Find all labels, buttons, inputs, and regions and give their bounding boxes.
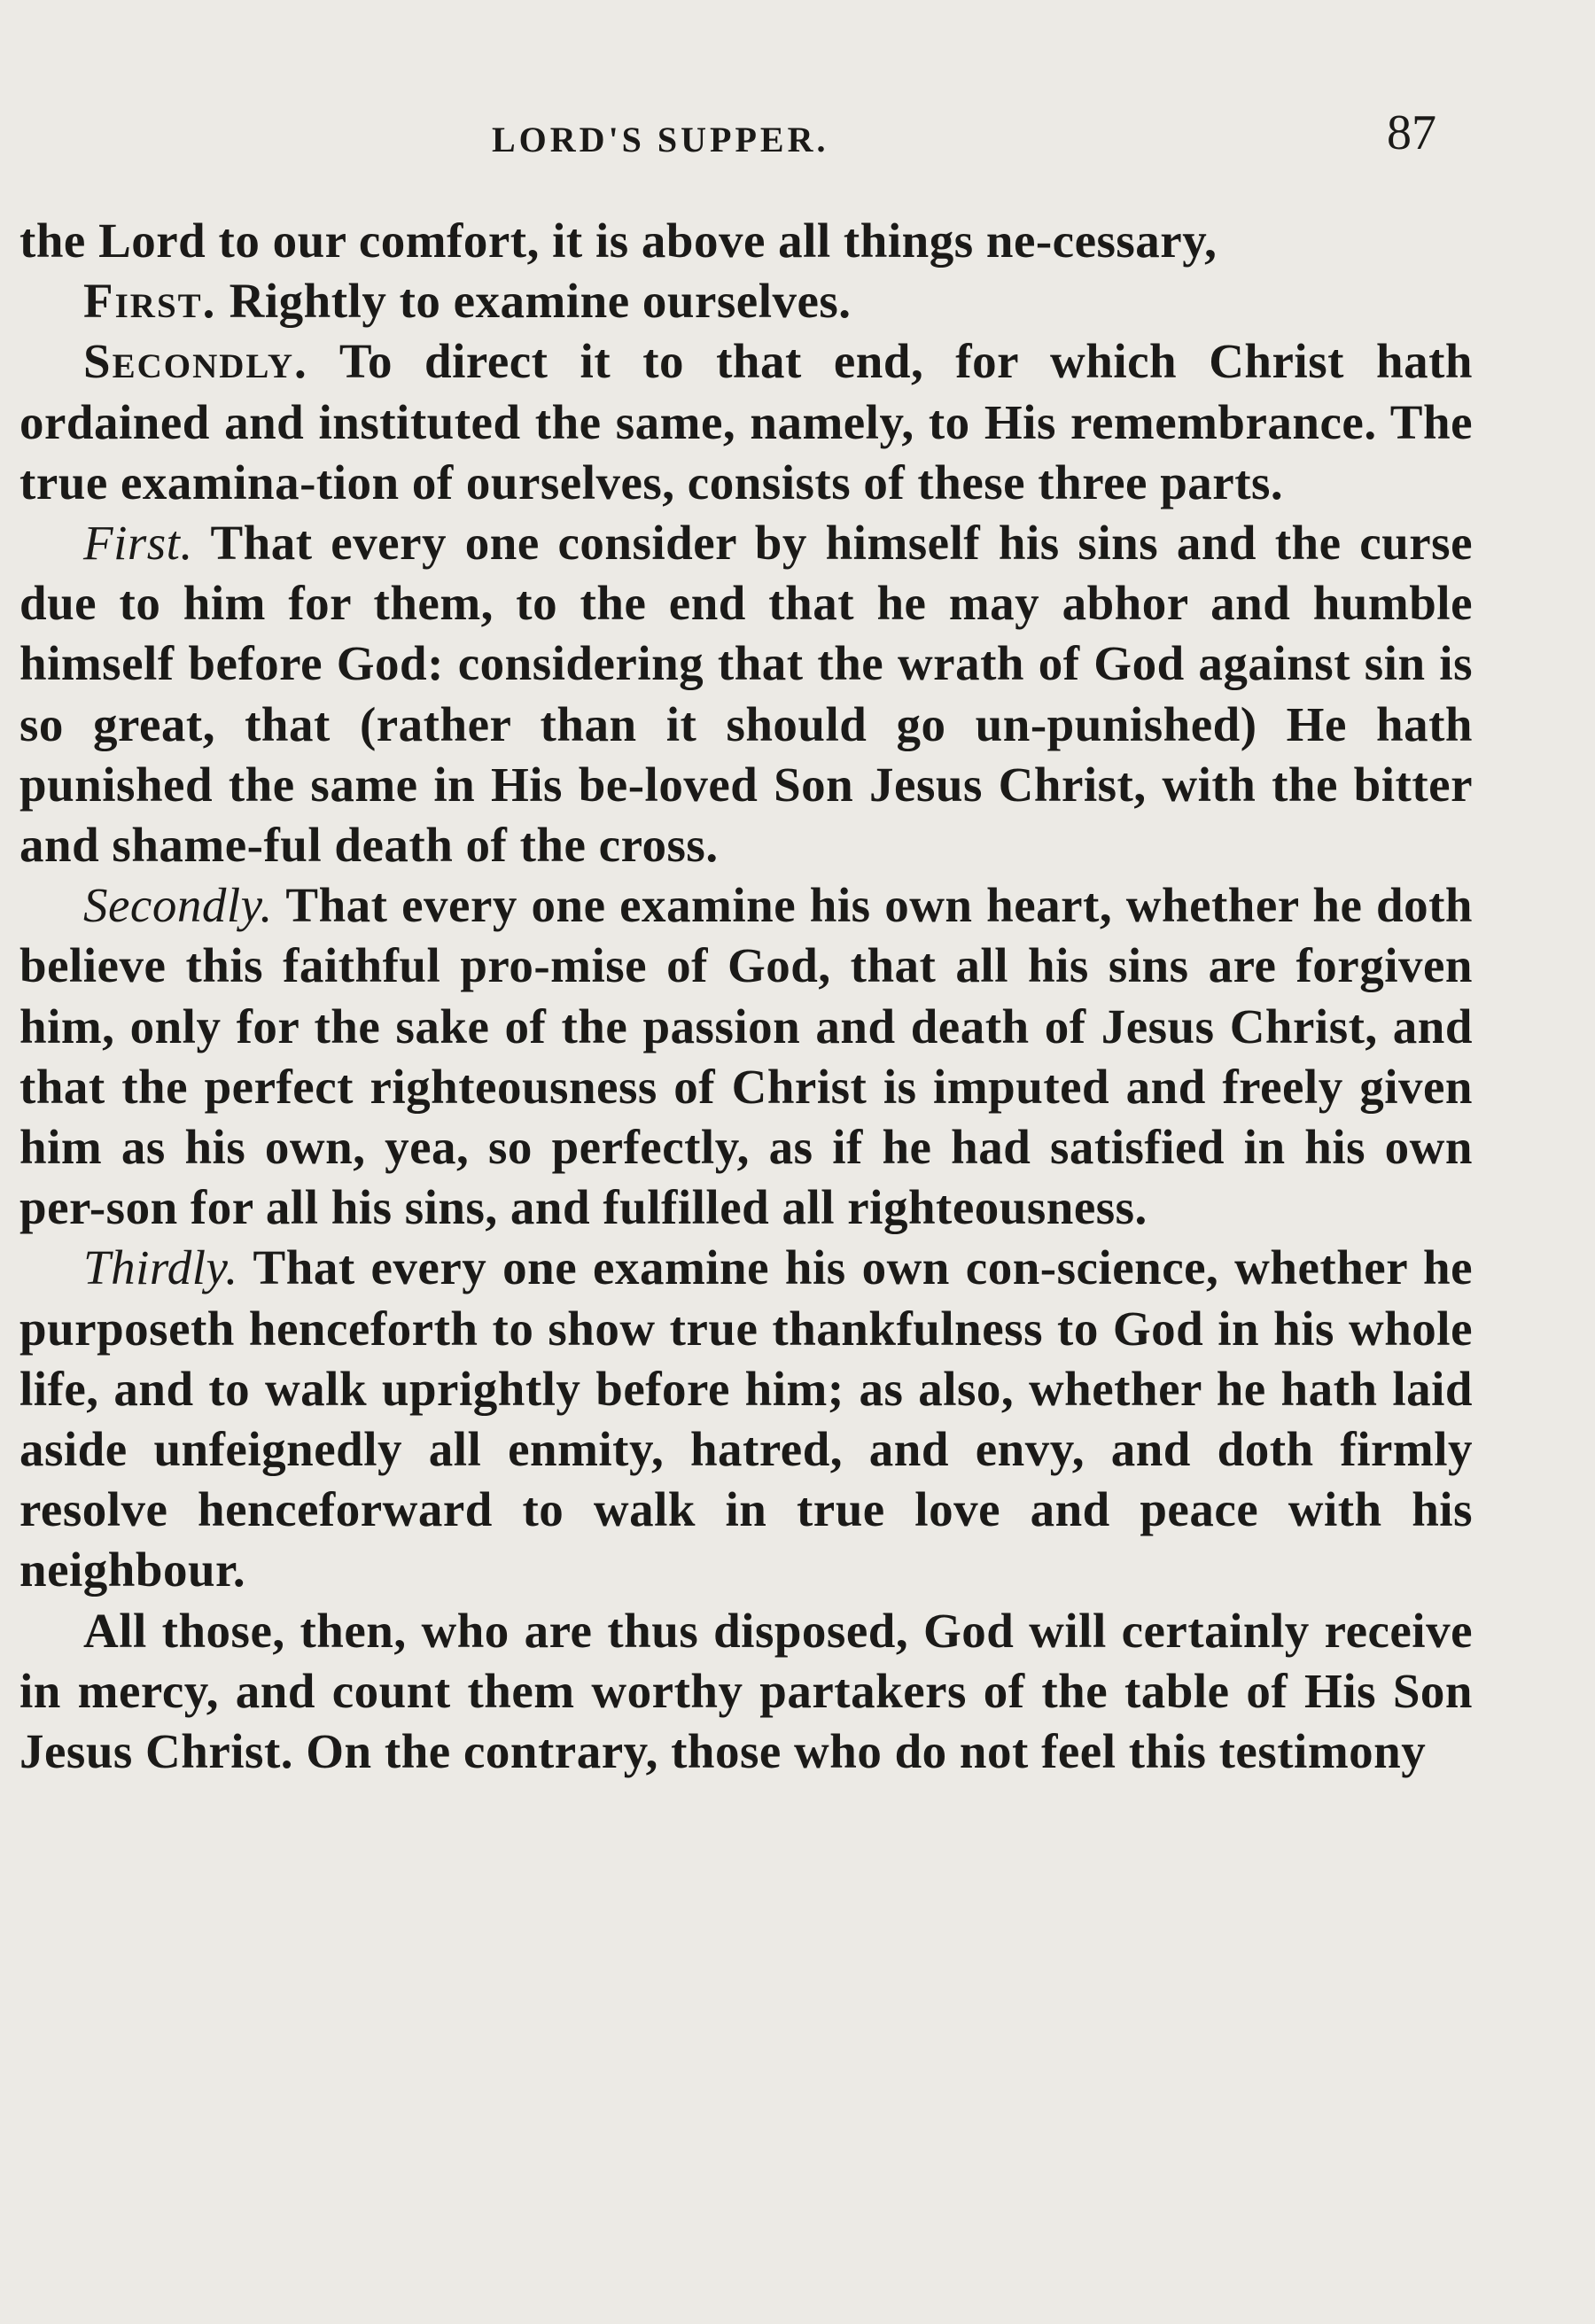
paragraph-text: That every one examine his own heart, whether he doth believe this faithful pro-mise of God, that all his sins are forgiven him, only for the sake of the passion and death of Jesus Christ, and that the perfect righteousness of Christ is imputed and freely given him as his own, yea, so perfectly, as if he had satisfied in his own per-son for all his sins, and fulfilled all righteousness.	[19, 878, 1473, 1235]
paragraph-lead: First.	[83, 516, 193, 571]
paragraph	[19, 1238, 1473, 1600]
paragraph-text: That every one examine his own con-science, whether he purposeth henceforth to show true thankfulness to God in his whole life, and to walk uprightly before him; as also, whether he hath laid aside unfeignedly all enmity, hatred, and envy, and doth firmly resolve henceforward to walk in true love and peace with his neighbour.	[19, 1240, 1473, 1597]
page-number: 87	[1387, 105, 1436, 160]
paragraph	[19, 331, 1473, 513]
paragraph-text: All those, then, who are thus disposed, God will certainly receive in mercy, and count them worthy partakers of the table of His Son Jesus Christ. On the contrary, those who do not feel this testimony	[19, 1603, 1473, 1779]
paragraph-lead: Thirdly.	[83, 1240, 238, 1295]
paragraph-text: Rightly to examine ourselves.	[229, 274, 852, 329]
paragraph	[19, 875, 1473, 1238]
paragraph-text: To direct it to that end, for which Christ hath ordained and instituted the same, namely, to His remembrance. The true examina-tion of ourselves, consists of these three parts.	[19, 334, 1473, 509]
page-header	[0, 105, 1595, 175]
body-text	[19, 211, 1473, 1782]
paragraph-text: the Lord to our comfort, it is above all things ne-cessary,	[19, 214, 1218, 268]
paragraph-lead: Secondly.	[83, 334, 308, 389]
running-title: LORD'S SUPPER.	[492, 120, 829, 159]
paragraph-lead: Secondly.	[83, 878, 273, 933]
paragraph	[19, 513, 1473, 875]
paragraph	[19, 211, 1473, 271]
paragraph	[19, 271, 1473, 331]
paragraph-lead: First.	[83, 274, 217, 329]
paragraph-text: That every one consider by himself his sins and the curse due to him for them, to the end that he may abhor and humble himself before God: considering that the wrath of God against sin is so great, that (rather than it should go un-punished) He hath punished the same in His be-loved Son Jesus Christ, with the bitter and shame-ful death of the cross.	[19, 516, 1473, 873]
paragraph	[19, 1601, 1473, 1783]
